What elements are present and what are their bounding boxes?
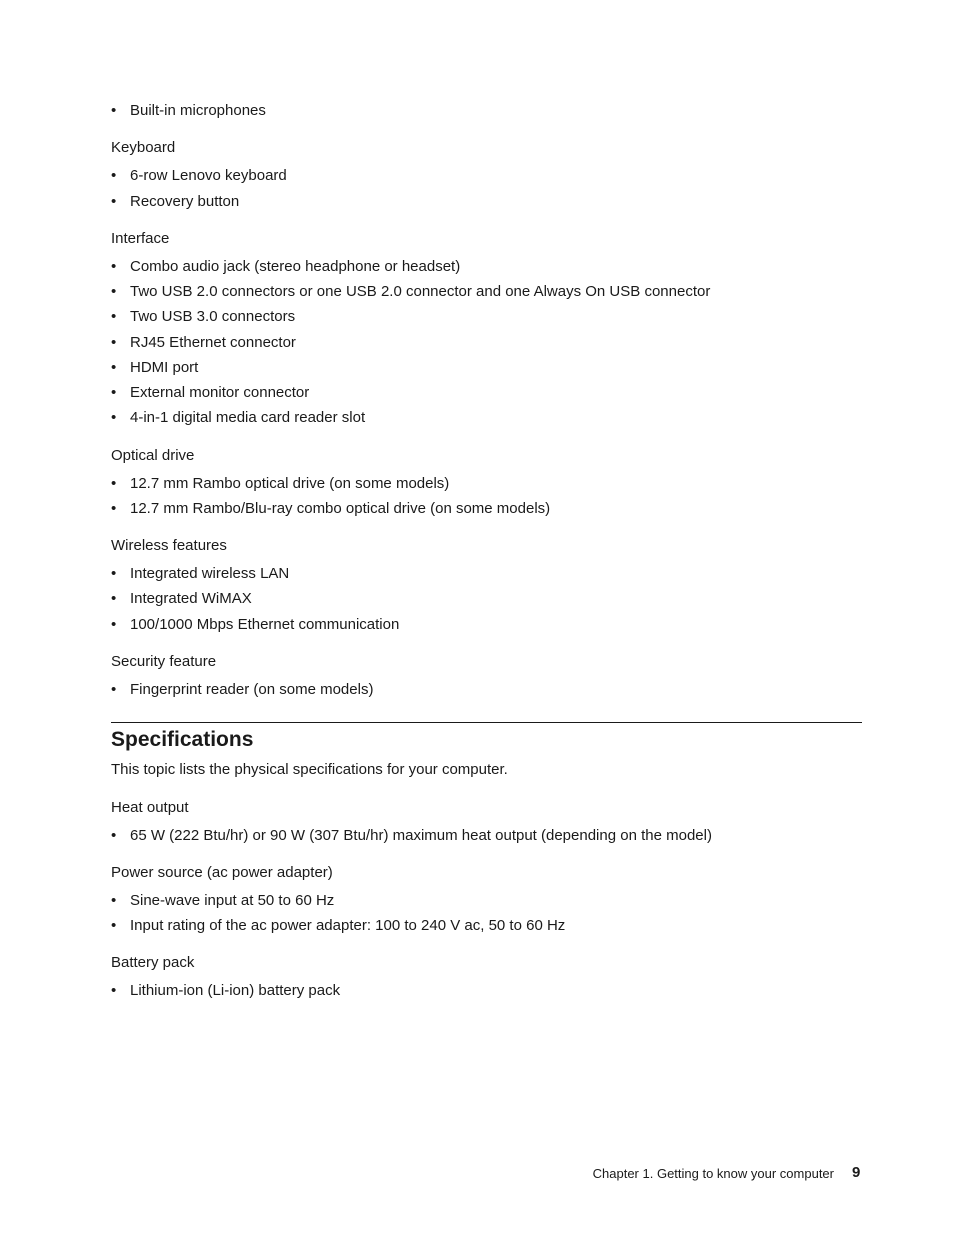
list-item: • Sine-wave input at 50 to 60 Hz	[111, 892, 335, 909]
specifications-intro: This topic lists the physical specifications for your computer.	[111, 761, 508, 778]
section-label-keyboard: Keyboard	[111, 139, 176, 156]
list-item: • Combo audio jack (stereo headphone or headset)	[111, 258, 461, 275]
list-item: • Fingerprint reader (on some models)	[111, 681, 374, 698]
list-item: • External monitor connector	[111, 384, 310, 401]
list-item: • 12.7 mm Rambo/Blu-ray combo optical drive (on some models)	[111, 500, 551, 517]
list-item: • 100/1000 Mbps Ethernet communication	[111, 616, 400, 633]
section-label-interface: Interface	[111, 230, 170, 247]
page-number: 9	[852, 1164, 861, 1181]
list-item: • RJ45 Ethernet connector	[111, 334, 296, 351]
section-label-security-feature: Security feature	[111, 653, 217, 670]
footer-chapter: Chapter 1. Getting to know your computer	[592, 1166, 834, 1181]
list-item: • Integrated wireless LAN	[111, 565, 290, 582]
list-item: • Input rating of the ac power adapter: 100 to 240 V ac, 50 to 60 Hz	[111, 917, 566, 934]
section-label-optical-drive: Optical drive	[111, 447, 195, 464]
section-label-wireless-features: Wireless features	[111, 537, 227, 554]
list-item: • HDMI port	[111, 359, 199, 376]
list-item: • 12.7 mm Rambo optical drive (on some models)	[111, 475, 450, 492]
list-item: • Lithium-ion (Li-ion) battery pack	[111, 982, 341, 999]
list-item: • Integrated WiMAX	[111, 590, 252, 607]
list-item: • 4-in-1 digital media card reader slot	[111, 409, 366, 426]
section-label-heat-output: Heat output	[111, 799, 189, 816]
section-label-power-source: Power source (ac power adapter)	[111, 864, 333, 881]
list-item: • 6-row Lenovo keyboard	[111, 167, 287, 184]
section-divider	[111, 722, 862, 723]
specifications-heading: Specifications	[111, 728, 254, 751]
list-item: • Two USB 2.0 connectors or one USB 2.0 connector and one Always On USB connector	[111, 283, 711, 300]
list-item: • Built-in microphones	[111, 102, 266, 119]
bullet: •	[111, 102, 117, 119]
list-item: • Recovery button	[111, 193, 240, 210]
list-item: • 65 W (222 Btu/hr) or 90 W (307 Btu/hr) maximum heat output (depending on the model)	[111, 827, 712, 844]
section-label-battery-pack: Battery pack	[111, 954, 195, 971]
list-item: • Two USB 3.0 connectors	[111, 308, 296, 325]
